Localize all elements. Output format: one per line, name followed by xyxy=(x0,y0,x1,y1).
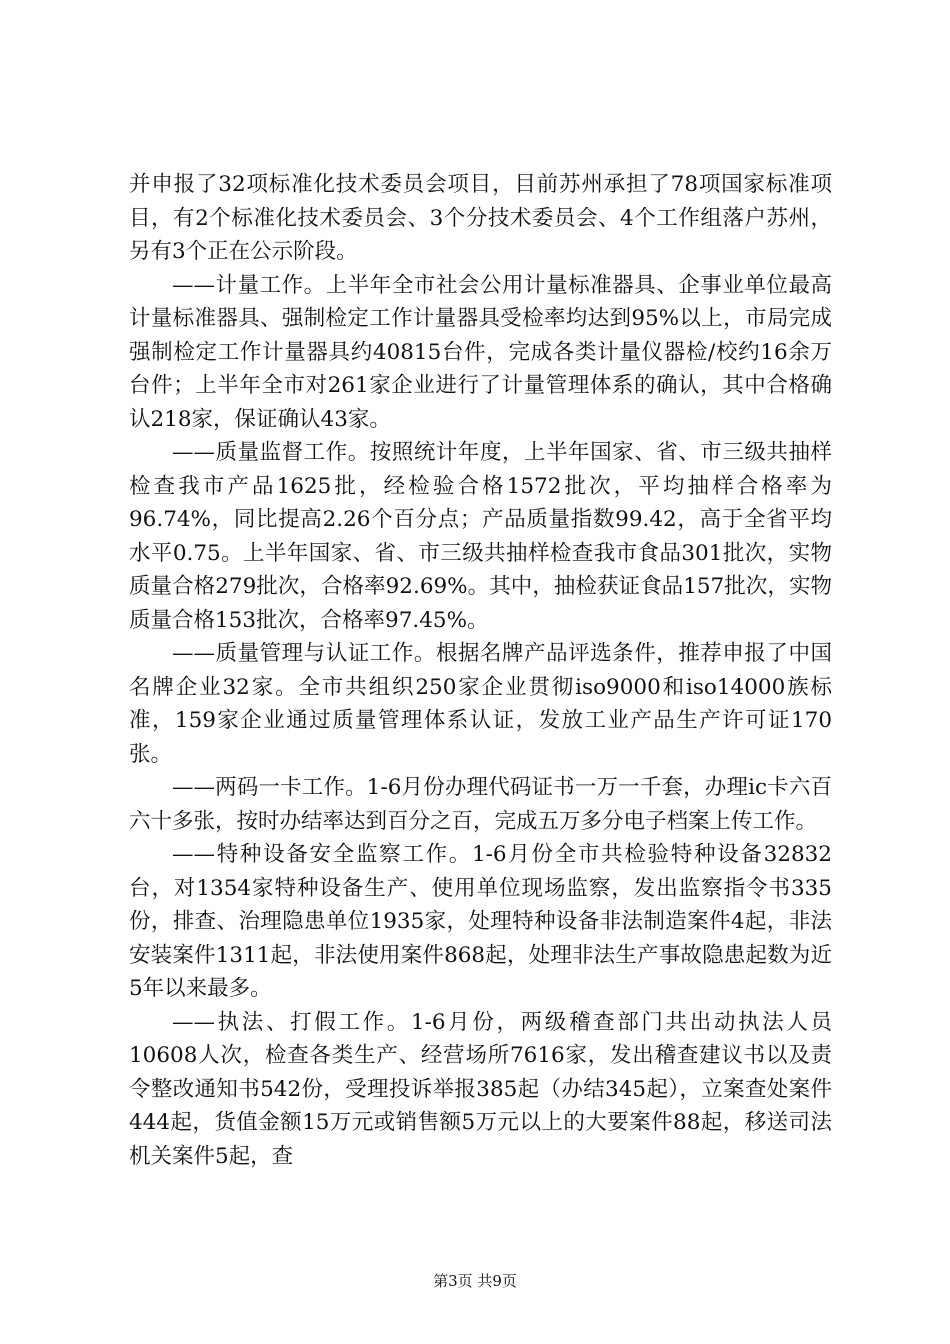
paragraph-quality-supervision: ——质量监督工作。按照统计年度，上半年国家、省、市三级共抽样检查我市产品1625批，经检验合格1572批次，平均抽样合格率为96.74%，同比提高2.26个百分点；产品质量指数99.42，高于全省平均水平0.75。上半年国家、省、市三级共抽样检查我市食品301批次，实物质量合格279批次，合格率92.69%。其中，抽检获证食品157批次，实物质量合格153批次，合格率97.45%。 xyxy=(129,440,832,633)
paragraph-quality-management: ——质量管理与认证工作。根据名牌产品评选条件，推荐申报了中国名牌企业32家。全市共组织250家企业贯彻iso9000和iso14000族标准，159家企业通过质量管理体系认证，发放工业产品生产许可证170张。 xyxy=(129,641,832,767)
paragraph-law-enforcement: ——执法、打假工作。1-6月份，两级稽查部门共出动执法人员10608人次，检查各类生产、经营场所7616家，发出稽查建议书以及责令整改通知书542份，受理投诉举报385起（办结345起），立案查处案件444起，货值金额15万元或销售额5万元以上的大要案件88起，移送司法机关案件5起，查 xyxy=(129,1009,832,1169)
body-text xyxy=(129,168,832,1173)
page-footer: 第3页 共9页 xyxy=(433,1272,517,1290)
paragraph-special-equipment: ——特种设备安全监察工作。1-6月份全市共检验特种设备32832台，对1354家特种设备生产、使用单位现场监察，发出监察指令书335份，排查、治理隐患单位1935家，处理特种设备非法制造案件4起，非法安装案件1311起，非法使用案件868起，处理非法生产事故隐患起数为近5年以来最多。 xyxy=(129,842,832,1001)
paragraph-metrology: ——计量工作。上半年全市社会公用计量标准器具、企事业单位最高计量标准器具、强制检定工作计量器具受检率均达到95%以上，市局完成强制检定工作计量器具约40815台件，完成各类计量仪器检/校约16余万台件；上半年全市对261家企业进行了计量管理体系的确认，其中合格确认218家，保证确认43家。 xyxy=(129,272,832,432)
paragraph-two-codes-one-card: ——两码一卡工作。1-6月份办理代码证书一万一千套，办理ic卡六百六十多张，按时办结率达到百分之百，完成五万多分电子档案上传工作。 xyxy=(129,775,832,834)
paragraph-continuation: 并申报了32项标准化技术委员会项目，目前苏州承担了78项国家标准项目，有2个标准化技术委员会、3个分技术委员会、4个工作组落户苏州，另有3个正在公示阶段。 xyxy=(129,172,832,264)
